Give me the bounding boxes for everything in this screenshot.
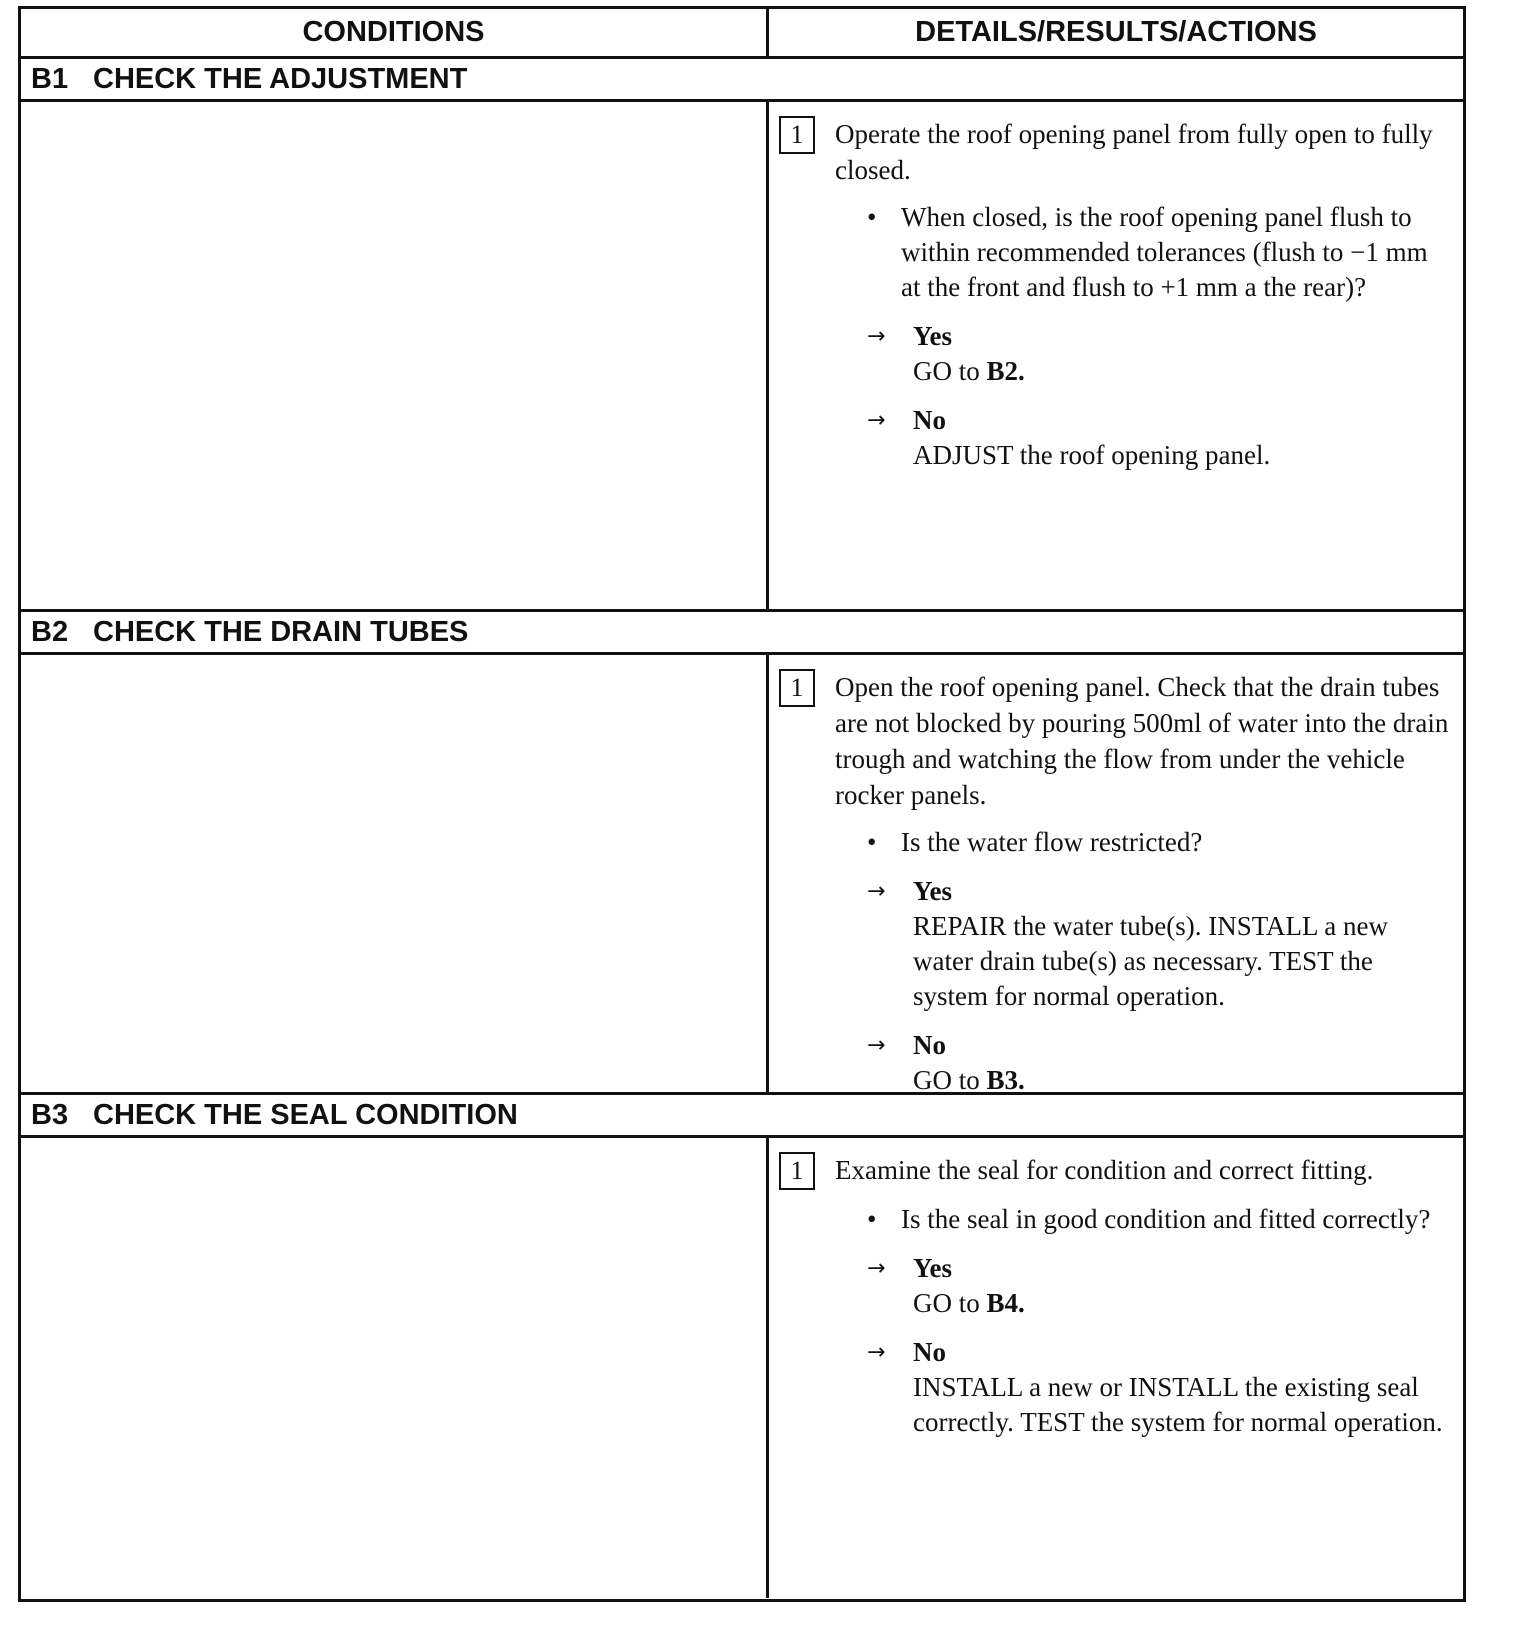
no-answer <box>867 1335 1449 1440</box>
section-title-b1 <box>21 59 1463 102</box>
section-body-b1 <box>21 102 1463 612</box>
conditions-header: CONDITIONS <box>21 9 769 56</box>
step <box>779 1152 1449 1190</box>
arrow-icon: → <box>867 1033 886 1058</box>
no-action-text: GO to <box>913 1065 987 1095</box>
question <box>867 200 1449 305</box>
step <box>779 669 1449 813</box>
step-text: Operate the roof opening panel from fully open to fully closed. <box>835 119 1433 185</box>
yes-answer <box>867 874 1449 1014</box>
conditions-cell <box>21 102 769 609</box>
question <box>867 1202 1449 1237</box>
section-body-b3 <box>21 1138 1463 1598</box>
step-number-box: 1 <box>779 669 815 707</box>
yes-action-text: REPAIR the water tube(s). INSTALL a new water drain tube(s) as necessary. TEST the system for normal operation. <box>913 911 1388 1011</box>
section-title-text: CHECK THE DRAIN TUBES <box>93 615 469 648</box>
table-header <box>21 9 1463 59</box>
details-cell <box>769 1138 1463 1598</box>
section-title-b2 <box>21 612 1463 655</box>
question-text: When closed, is the roof opening panel flush to within recommended tolerances (flush to −1 mm at the front and flush to +1 mm a the rear)? <box>901 202 1428 302</box>
diagnostic-table <box>18 6 1466 1602</box>
details-cell <box>769 655 1463 1095</box>
section-title-text: CHECK THE ADJUSTMENT <box>93 62 468 95</box>
yes-label: Yes <box>913 1253 952 1283</box>
bullet-icon: • <box>867 1204 877 1234</box>
details-cell <box>769 102 1463 609</box>
yes-answer <box>867 1251 1449 1321</box>
arrow-icon: → <box>867 324 886 349</box>
arrow-icon: → <box>867 408 886 433</box>
step-number-box: 1 <box>779 1152 815 1190</box>
step-number-box: 1 <box>779 116 815 154</box>
yes-action-text: GO to <box>913 1288 987 1318</box>
section-title-text: CHECK THE SEAL CONDITION <box>93 1098 518 1131</box>
section-title-b3 <box>21 1095 1463 1138</box>
step <box>779 116 1449 188</box>
arrow-icon: → <box>867 879 886 904</box>
section-code: B1 <box>31 62 69 95</box>
yes-answer <box>867 319 1449 389</box>
no-action <box>913 1370 1449 1440</box>
no-label: No <box>913 405 946 435</box>
section-body-b2 <box>21 655 1463 1095</box>
yes-action-text: GO to <box>913 356 987 386</box>
yes-action-ref: B2. <box>986 356 1025 386</box>
yes-action <box>913 1286 1449 1321</box>
no-answer <box>867 1028 1449 1098</box>
question-text: Is the seal in good condition and fitted correctly? <box>901 1204 1431 1234</box>
bullet-icon: • <box>867 202 877 232</box>
no-answer <box>867 403 1449 473</box>
arrow-icon: → <box>867 1340 886 1365</box>
question <box>867 825 1449 860</box>
yes-action <box>913 909 1449 1014</box>
section-code: B2 <box>31 615 69 648</box>
question-text: Is the water flow restricted? <box>901 827 1203 857</box>
details-header: DETAILS/RESULTS/ACTIONS <box>915 16 1317 48</box>
yes-action-ref: B4. <box>986 1288 1025 1318</box>
no-label: No <box>913 1337 946 1367</box>
bullet-icon: • <box>867 827 877 857</box>
no-label: No <box>913 1030 946 1060</box>
step-text: Open the roof opening panel. Check that the drain tubes are not blocked by pouring 500ml of water into the drain trough and watching the flow from under the vehicle rocker panels. <box>835 672 1449 810</box>
no-action-text: ADJUST the roof opening panel. <box>913 440 1271 470</box>
conditions-cell <box>21 1138 769 1598</box>
conditions-cell <box>21 655 769 1092</box>
arrow-icon: → <box>867 1256 886 1281</box>
no-action-text: INSTALL a new or INSTALL the existing seal correctly. TEST the system for normal operation. <box>913 1372 1443 1437</box>
yes-label: Yes <box>913 321 952 351</box>
step-text: Examine the seal for condition and correct fitting. <box>835 1155 1374 1185</box>
no-action <box>913 438 1449 473</box>
yes-label: Yes <box>913 876 952 906</box>
no-action <box>913 1063 1449 1098</box>
section-code: B3 <box>31 1098 69 1131</box>
no-action-ref: B3. <box>986 1065 1025 1095</box>
yes-action <box>913 354 1449 389</box>
